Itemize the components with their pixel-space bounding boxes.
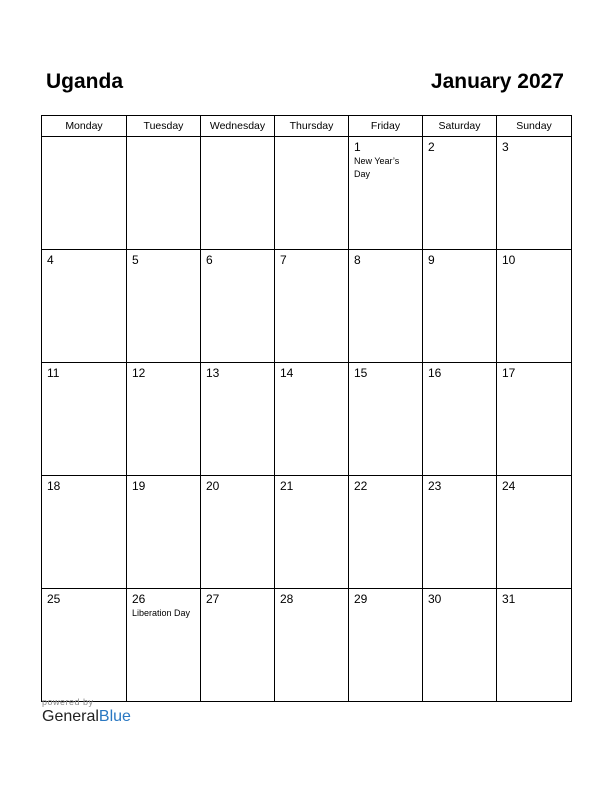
calendar-grid — [41, 115, 572, 702]
day-number: 12 — [132, 366, 146, 380]
day-cell — [497, 250, 572, 363]
day-cell — [275, 363, 349, 476]
day-number: 15 — [354, 366, 368, 380]
day-number: 3 — [502, 140, 509, 154]
day-cell — [127, 589, 201, 702]
day-cell — [275, 589, 349, 702]
day-number: 1 — [354, 140, 361, 154]
day-cell — [127, 476, 201, 589]
day-cell — [349, 250, 423, 363]
weekday-header: Wednesday — [201, 116, 275, 137]
day-number: 22 — [354, 479, 368, 493]
day-cell — [423, 250, 497, 363]
footer-branding[interactable] — [42, 697, 131, 726]
weekday-header: Monday — [42, 116, 127, 137]
day-cell — [201, 363, 275, 476]
day-number: 4 — [47, 253, 54, 267]
day-number: 6 — [206, 253, 213, 267]
day-cell — [42, 250, 127, 363]
day-number: 24 — [502, 479, 516, 493]
weekday-header: Saturday — [423, 116, 497, 137]
week-row — [42, 476, 572, 589]
weekday-header: Friday — [349, 116, 423, 137]
day-cell — [349, 476, 423, 589]
day-number: 14 — [280, 366, 294, 380]
country-title: Uganda — [46, 70, 124, 93]
day-cell — [201, 250, 275, 363]
day-number: 23 — [428, 479, 442, 493]
day-number: 26 — [132, 592, 146, 606]
day-number: 7 — [280, 253, 287, 267]
day-cell — [423, 137, 497, 250]
day-cell — [423, 363, 497, 476]
day-cell — [127, 250, 201, 363]
day-cell — [42, 476, 127, 589]
generalblue-logo[interactable] — [42, 708, 131, 726]
month-year-title: January 2027 — [430, 70, 564, 93]
day-cell — [275, 476, 349, 589]
day-cell — [349, 363, 423, 476]
week-row — [42, 250, 572, 363]
day-cell — [127, 137, 201, 250]
day-cell — [423, 589, 497, 702]
day-number: 11 — [47, 366, 60, 380]
day-number: 13 — [206, 366, 220, 380]
day-cell — [201, 589, 275, 702]
week-row — [42, 137, 572, 250]
day-number: 27 — [206, 592, 220, 606]
day-cell — [349, 137, 423, 250]
holiday-label: New Year’s Day — [354, 156, 400, 179]
week-row — [42, 589, 572, 702]
logo-general-text: General — [42, 708, 99, 725]
weekday-header: Sunday — [497, 116, 572, 137]
day-cell — [497, 363, 572, 476]
day-cell — [497, 589, 572, 702]
week-row — [42, 363, 572, 476]
day-number: 21 — [280, 479, 294, 493]
logo-blue-text: Blue — [98, 708, 131, 725]
day-number: 9 — [428, 253, 435, 267]
day-cell — [42, 363, 127, 476]
day-cell — [497, 476, 572, 589]
day-cell — [275, 137, 349, 250]
powered-by-label: powered by — [42, 697, 94, 707]
day-number: 30 — [428, 592, 442, 606]
day-cell — [201, 137, 275, 250]
day-number: 17 — [502, 366, 516, 380]
day-number: 16 — [428, 366, 442, 380]
day-cell — [127, 363, 201, 476]
day-number: 28 — [280, 592, 294, 606]
day-cell — [423, 476, 497, 589]
day-number: 2 — [428, 140, 435, 154]
day-cell — [349, 589, 423, 702]
weekday-header: Tuesday — [127, 116, 201, 137]
day-cell — [201, 476, 275, 589]
weekday-header-row — [42, 116, 572, 137]
day-number: 10 — [502, 253, 516, 267]
day-number: 8 — [354, 253, 361, 267]
day-number: 5 — [132, 253, 139, 267]
day-cell — [497, 137, 572, 250]
day-cell — [42, 137, 127, 250]
day-cell — [42, 589, 127, 702]
day-number: 19 — [132, 479, 146, 493]
day-number: 29 — [354, 592, 368, 606]
day-number: 25 — [47, 592, 61, 606]
day-number: 20 — [206, 479, 220, 493]
day-number: 18 — [47, 479, 61, 493]
holiday-label: Liberation Day — [132, 608, 191, 618]
weekday-header: Thursday — [275, 116, 349, 137]
day-cell — [275, 250, 349, 363]
day-number: 31 — [502, 592, 516, 606]
